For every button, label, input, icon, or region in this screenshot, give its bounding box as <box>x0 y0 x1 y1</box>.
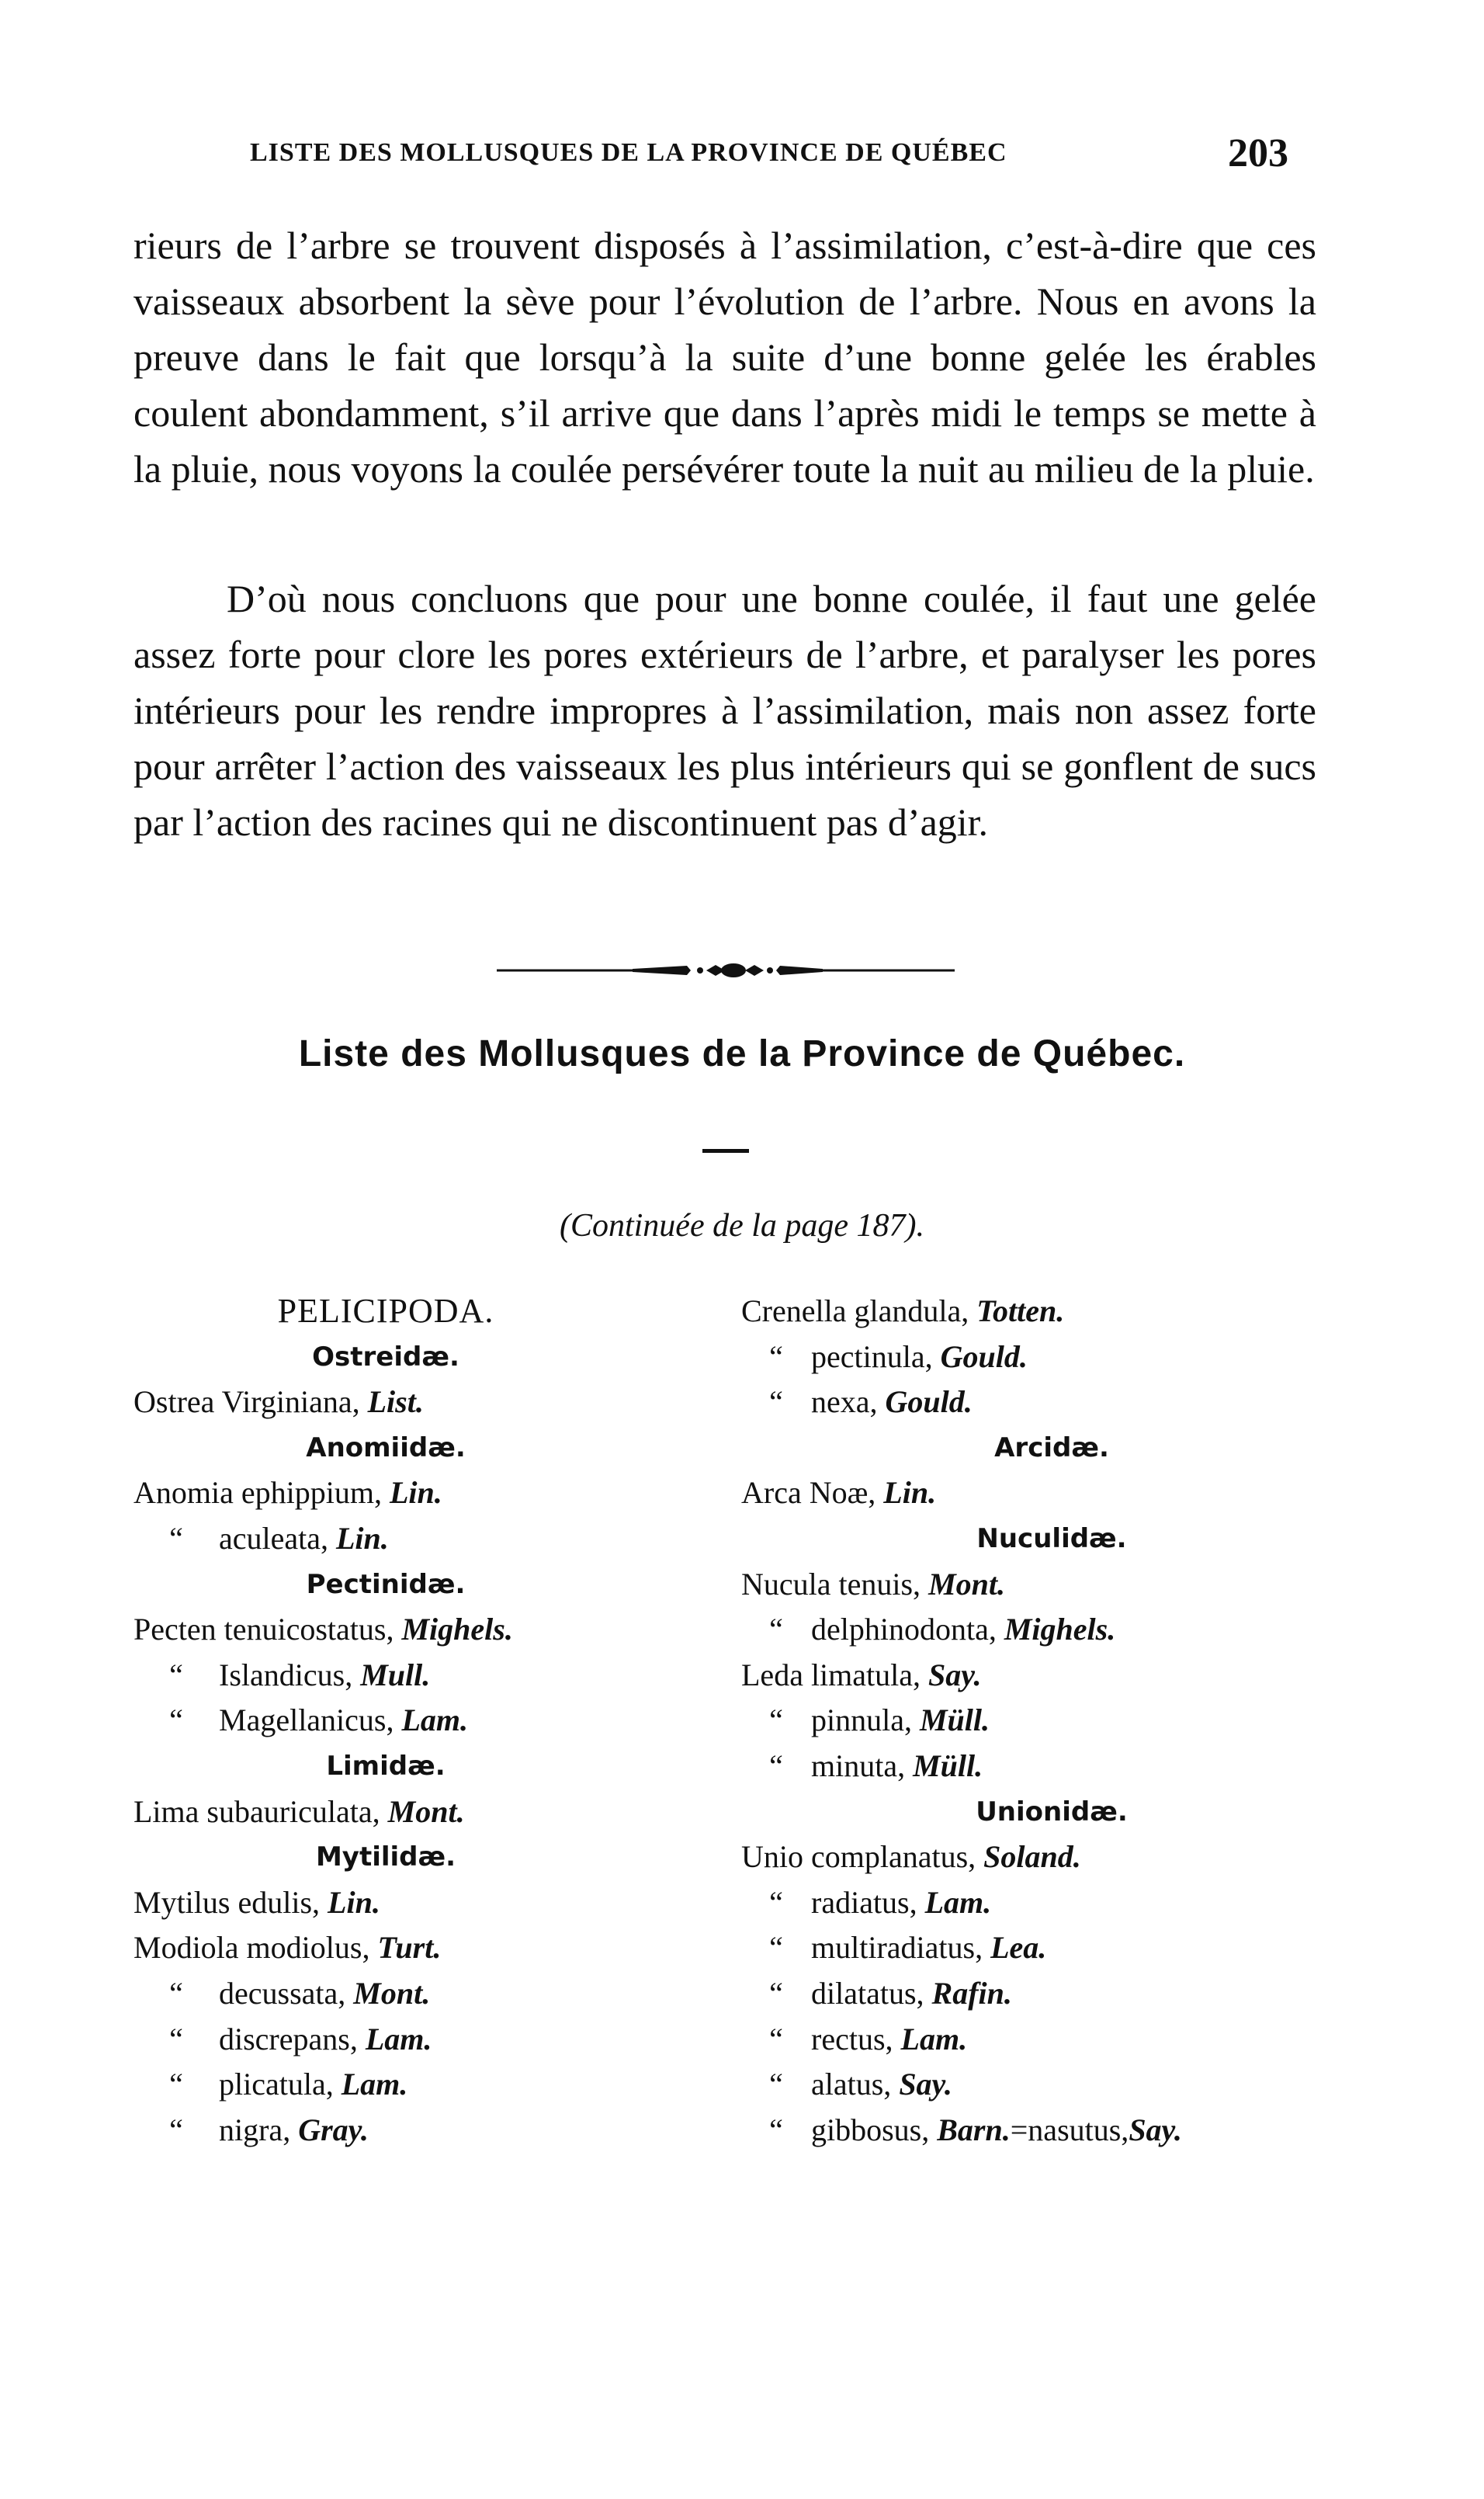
species-entry <box>741 1971 1362 2017</box>
ornament-divider <box>497 959 955 982</box>
family-heading: Pectinidæ. <box>306 1568 466 1600</box>
continued-note: (Continuée de la page 187). <box>559 1208 925 1244</box>
species-author: Lam. <box>900 2021 968 2056</box>
species-entry <box>741 1834 1362 1880</box>
species-entry <box>741 1607 1362 1653</box>
species-name: Anomia ephippium, <box>133 1475 382 1511</box>
species-name: Modiola modiolus, <box>133 1930 370 1966</box>
species-name: radiatus, <box>811 1884 917 1920</box>
species-author: List. <box>367 1384 424 1420</box>
species-author: Lam. <box>401 1702 469 1738</box>
species-entry <box>741 1289 1362 1335</box>
ditto-mark: “ <box>169 1520 183 1556</box>
species-entry <box>741 1925 1362 1971</box>
species-author: Barn. <box>937 2112 1011 2147</box>
ditto-mark: “ <box>169 2112 183 2147</box>
species-list-right <box>741 1289 1362 2153</box>
species-entry <box>741 2017 1362 2063</box>
species-entry <box>133 1789 638 1835</box>
species-name: nigra, <box>219 2112 291 2147</box>
species-name: discrepans, <box>219 2021 358 2056</box>
species-author: Lin. <box>883 1475 937 1511</box>
species-entry <box>741 2108 1362 2154</box>
paragraph-2: D’où nous concluons que pour une bonne coulée, il faut une gelée assez forte pour clore les pores extérieurs de l’arbre, et paralyser les pores intérieurs pour les rendre impropres à l’assimilation, mais non assez forte pour arrêter l’action des vaisseaux les plus intérieurs qui se gonflent de sucs par l’action des racines qui ne discontinuent pas d’agir. <box>133 577 1316 844</box>
species-author: Say. <box>928 1657 982 1692</box>
species-entry <box>133 1971 638 2017</box>
species-author: Turt. <box>377 1930 442 1966</box>
ditto-mark: “ <box>769 1930 783 1966</box>
species-name: alatus, <box>811 2067 892 2102</box>
species-entry <box>133 1516 638 1562</box>
ditto-mark: “ <box>769 1702 783 1738</box>
species-name: Crenella glandula, <box>741 1293 969 1328</box>
ditto-mark: “ <box>769 2067 783 2102</box>
species-name: Nucula tenuis, <box>741 1566 921 1602</box>
species-author: Lin. <box>389 1475 442 1511</box>
species-author: Mighels. <box>1004 1612 1116 1647</box>
synonym-author: Say. <box>1129 2112 1182 2147</box>
running-head-title: LISTE DES MOLLUSQUES DE LA PROVINCE DE QUÉBEC <box>250 138 1007 167</box>
species-name: gibbosus, <box>811 2112 930 2147</box>
species-author: Lea. <box>990 1930 1047 1966</box>
species-entry <box>133 2017 638 2063</box>
ditto-mark: “ <box>769 1338 783 1374</box>
species-entry <box>741 1653 1362 1699</box>
species-author: Lam. <box>924 1884 992 1920</box>
ditto-mark: “ <box>769 2021 783 2056</box>
species-author: Mighels. <box>401 1612 513 1647</box>
species-name: rectus, <box>811 2021 893 2056</box>
species-author: Müll. <box>913 1748 983 1783</box>
class-header: PELICIPODA. <box>277 1292 494 1330</box>
species-entry <box>133 1607 638 1653</box>
species-entry <box>741 1698 1362 1744</box>
species-name: Leda limatula, <box>741 1657 921 1692</box>
species-author: Rafin. <box>931 1975 1012 2011</box>
ditto-mark: “ <box>169 2021 183 2056</box>
species-entry <box>741 2062 1362 2108</box>
species-name: pinnula, <box>811 1702 912 1738</box>
ditto-mark: “ <box>169 1702 183 1738</box>
species-name: delphinodonta, <box>811 1612 997 1647</box>
species-entry <box>133 1653 638 1699</box>
species-entry <box>133 1925 638 1971</box>
ditto-mark: “ <box>169 1975 183 2011</box>
species-entry <box>133 1470 638 1516</box>
species-author: Lin. <box>336 1520 389 1556</box>
species-name: Islandicus, <box>219 1657 353 1692</box>
species-name: nexa, <box>811 1384 878 1420</box>
species-entry <box>133 2108 638 2154</box>
family-heading: Nuculidæ. <box>976 1522 1127 1554</box>
species-author: Say. <box>899 2067 952 2102</box>
species-name: multiradiatus, <box>811 1930 983 1966</box>
species-author: Mull. <box>360 1657 431 1692</box>
species-name: Arca Noæ, <box>741 1475 876 1511</box>
species-author: Lin. <box>328 1884 380 1920</box>
ditto-mark: “ <box>169 1657 183 1692</box>
ditto-mark: “ <box>769 2112 783 2147</box>
species-entry <box>741 1562 1362 1608</box>
ditto-mark: “ <box>769 1748 783 1783</box>
running-head <box>0 130 1484 177</box>
species-name: aculeata, <box>219 1520 328 1556</box>
species-author: Müll. <box>919 1702 990 1738</box>
species-entry <box>133 1698 638 1744</box>
species-entry <box>741 1744 1362 1789</box>
family-heading: Unionidæ. <box>976 1796 1128 1827</box>
paragraph-1: rieurs de l’arbre se trouvent disposés à l’assimilation, c’est-à-dire que ces vaisseaux absorbent la sève pour l’évolution de l’arbre. Nous en avons la preuve dans le fait que lorsqu’à la suite d’une bonne gelée les érables coulent abondamment, s’il arrive que dans l’après midi le temps se mette à la pluie, nous voyons la coulée persévérer toute la nuit au milieu de la pluie. <box>133 224 1316 491</box>
species-name: Pecten tenuicostatus, <box>133 1612 394 1647</box>
page-number: 203 <box>1228 131 1288 175</box>
species-author: Gould. <box>885 1384 973 1420</box>
species-name: minuta, <box>811 1748 906 1783</box>
species-name: dilatatus, <box>811 1975 924 2011</box>
synonym-name: =nasutus, <box>1010 2112 1129 2147</box>
species-author: Lam. <box>341 2067 408 2102</box>
ditto-mark: “ <box>169 2067 183 2102</box>
species-name: Magellanicus, <box>219 1702 394 1738</box>
species-entry <box>741 1380 1362 1425</box>
species-author: Mont. <box>387 1793 465 1829</box>
species-entry <box>741 1335 1362 1380</box>
ditto-mark: “ <box>769 1612 783 1647</box>
species-name: pectinula, <box>811 1338 933 1374</box>
species-name: Lima subauriculata, <box>133 1793 380 1829</box>
family-heading: Mytilidæ. <box>315 1841 456 1873</box>
family-heading: Limidæ. <box>326 1750 446 1782</box>
species-author: Soland. <box>983 1839 1081 1875</box>
ditto-mark: “ <box>769 1384 783 1420</box>
species-author: Mont. <box>928 1566 1005 1602</box>
species-entry <box>133 1880 638 1926</box>
family-heading: Anomiidæ. <box>306 1432 466 1463</box>
ditto-mark: “ <box>769 1884 783 1920</box>
species-entry <box>741 1470 1362 1516</box>
ditto-mark: “ <box>769 1975 783 2011</box>
species-author: Mont. <box>353 1975 431 2011</box>
section-title: Liste des Mollusques de la Province de Québec. <box>298 1033 1186 1074</box>
species-entry <box>133 2062 638 2108</box>
species-name: Unio complanatus, <box>741 1839 976 1875</box>
species-name: decussata, <box>219 1975 346 2011</box>
family-heading: Ostreidæ. <box>312 1341 459 1373</box>
species-list-left <box>133 1289 638 2153</box>
species-author: Gould. <box>940 1338 1028 1374</box>
species-name: Mytilus edulis, <box>133 1884 321 1920</box>
family-heading: Arcidæ. <box>994 1432 1109 1463</box>
short-rule <box>702 1149 749 1153</box>
species-author: Totten. <box>976 1293 1065 1328</box>
species-author: Gray. <box>298 2112 369 2147</box>
species-name: Ostrea Virginiana, <box>133 1384 360 1420</box>
species-entry <box>741 1880 1362 1926</box>
species-name: plicatula, <box>219 2067 334 2102</box>
species-author: Lam. <box>365 2021 432 2056</box>
species-entry <box>133 1380 638 1425</box>
